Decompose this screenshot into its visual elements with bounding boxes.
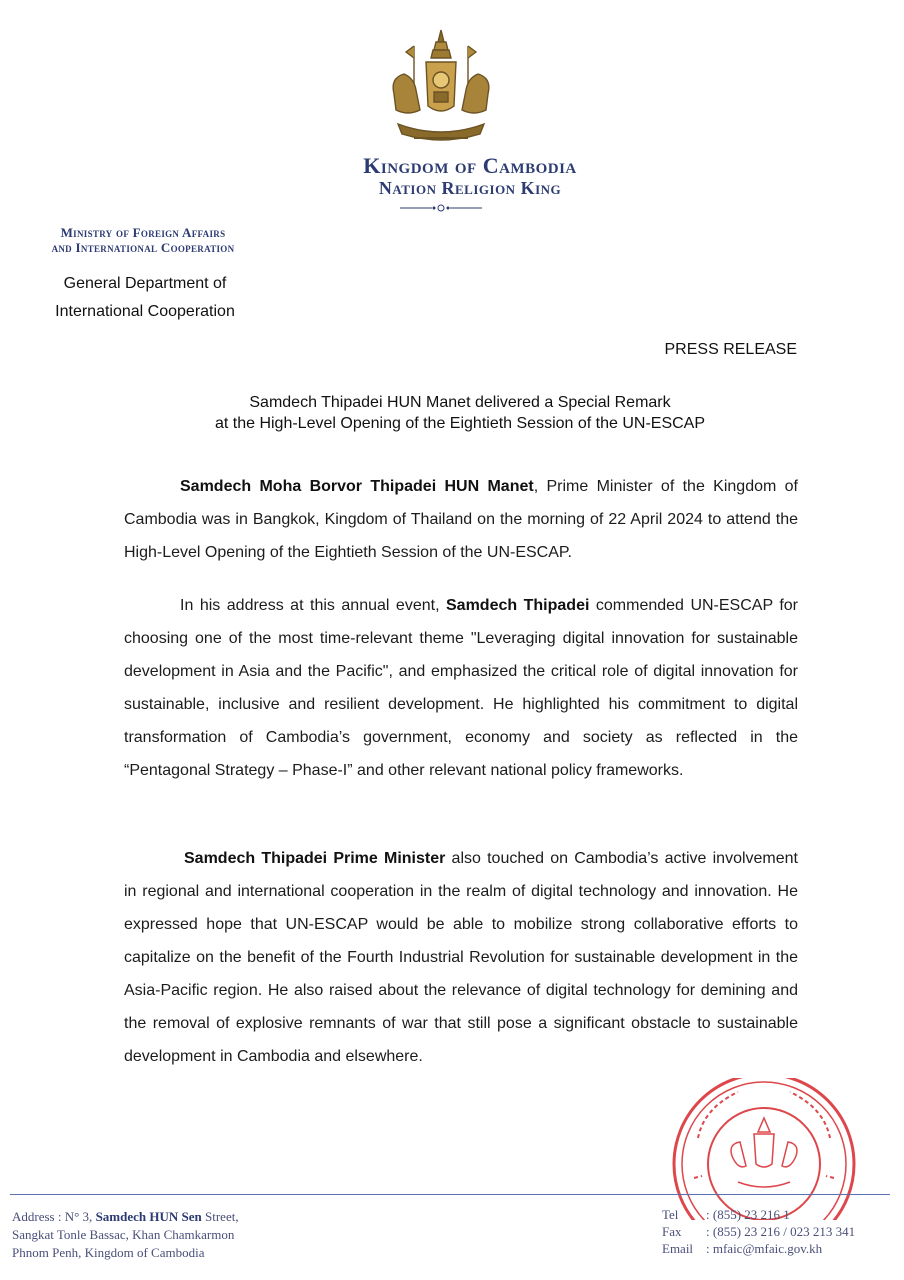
department-name bbox=[20, 270, 270, 326]
address-suffix: Street, bbox=[201, 1209, 239, 1224]
address-street-name: Samdech HUN Sen bbox=[95, 1209, 202, 1224]
footer-divider bbox=[10, 1194, 890, 1195]
address-prefix: Address : N° 3, bbox=[12, 1209, 96, 1224]
kingdom-name: Kingdom of Cambodia bbox=[363, 153, 577, 178]
paragraph-1-bold: Samdech Moha Borvor Thipadei HUN Manet bbox=[180, 478, 534, 495]
ministry-line-2: and International Cooperation bbox=[51, 240, 235, 255]
tel-label: Tel bbox=[662, 1207, 679, 1222]
fax-row bbox=[662, 1223, 894, 1240]
email-label: Email bbox=[662, 1241, 694, 1256]
paragraph-2-intro: In his address at this annual event, bbox=[180, 597, 446, 614]
address-line-3: Phnom Penh, Kingdom of Cambodia bbox=[12, 1245, 205, 1260]
email-value: : mfaic@mfaic.gov.kh bbox=[706, 1241, 823, 1256]
email-row bbox=[662, 1240, 894, 1257]
paragraph-1 bbox=[124, 470, 798, 569]
paragraph-3 bbox=[124, 842, 798, 1073]
national-motto: Nation Religion King bbox=[378, 178, 562, 198]
fax-label: Fax bbox=[662, 1224, 682, 1239]
footer-address bbox=[12, 1208, 239, 1262]
address-line-1 bbox=[12, 1208, 239, 1226]
paragraph-3-text: also touched on Cambodia’s active involvement in regional and international cooperation in the realm of digital technology and innovation. He expressed hope that UN-ESCAP would be able to mobilize strong collaborative efforts to capitalize on the benefit of the Fourth Industrial Revolution for sustainable development in the Asia-Pacific region. He also raised about the relevance of digital technology for demining and the removal of explosive remnants of war that still pose a significant obstacle to sustainable development in Cambodia and elsewhere. bbox=[124, 850, 798, 1065]
press-release-label: PRESS RELEASE bbox=[664, 341, 797, 358]
tel-row bbox=[662, 1206, 894, 1223]
document-title bbox=[0, 392, 904, 434]
title-line-1: Samdech Thipadei HUN Manet delivered a Special Remark bbox=[249, 394, 671, 411]
ministry-name bbox=[8, 225, 278, 255]
royal-emblem-icon bbox=[384, 28, 498, 146]
tel-value: : (855) 23 216 1 bbox=[706, 1207, 790, 1222]
title-line-2: at the High-Level Opening of the Eightieth Session of the UN-ESCAP bbox=[214, 415, 706, 432]
footer-contact bbox=[662, 1206, 894, 1257]
paragraph-1-text: , Prime Minister of the Kingdom of Cambodia was in Bangkok, Kingdom of Thailand on the morning of 22 April 2024 to attend the High-Level Opening of the Eightieth Session of the UN-ESCAP. bbox=[124, 478, 799, 561]
ministry-line-1: Ministry of Foreign Affairs bbox=[60, 225, 226, 240]
address-line-2: Sangkat Tonle Bassac, Khan Chamkarmon bbox=[12, 1227, 235, 1242]
paragraph-2-text: commended UN-ESCAP for choosing one of the most time-relevant theme "Leveraging digital innovation for sustainable development in Asia and the Pacific", and emphasized the critical role of digital innovation for sustainable, inclusive and resilient development. He highlighted his commitment to digital transformation of Cambodia’s government, economy and society as reflected in the “Pentagonal Strategy – Phase-I” and other relevant national policy frameworks. bbox=[124, 597, 798, 779]
official-seal-stamp-icon bbox=[668, 1078, 860, 1220]
paragraph-2-bold: Samdech Thipadei bbox=[446, 597, 590, 614]
paragraph-2 bbox=[124, 589, 798, 787]
paragraph-3-bold: Samdech Thipadei Prime Minister bbox=[184, 850, 446, 867]
department-line-2: International Cooperation bbox=[55, 303, 235, 320]
ornament-divider-icon bbox=[398, 203, 484, 213]
department-line-1: General Department of bbox=[63, 275, 227, 292]
fax-value: : (855) 23 216 / 023 213 341 bbox=[706, 1224, 856, 1239]
